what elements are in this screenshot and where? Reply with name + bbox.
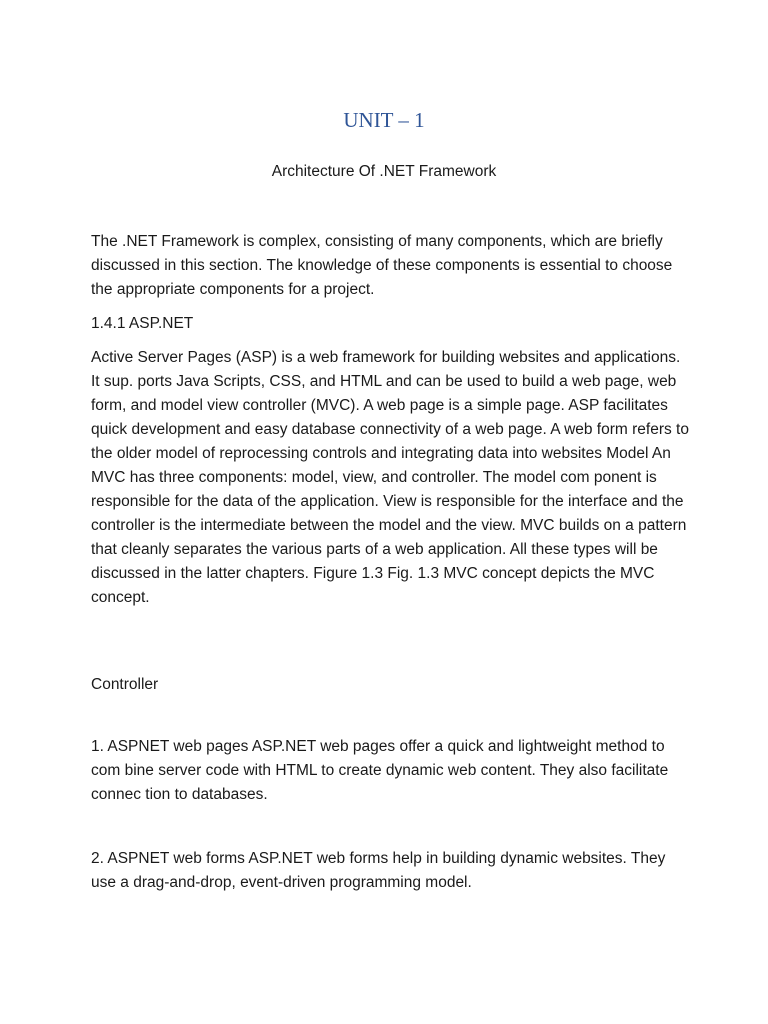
list-item: 2. ASPNET web forms ASP.NET web forms help in building dynamic websites. They use a drag-and-drop, event-driven programming model.: [91, 850, 666, 891]
intro-paragraph: The .NET Framework is complex, consisting of many components, which are briefly discussed in this section. The knowledge of these components is essential to choose the appropriate components for a project.: [91, 233, 673, 298]
document-subtitle: Architecture Of .NET Framework: [271, 163, 497, 180]
unit-title: UNIT – 1: [343, 108, 425, 132]
asp-paragraph: Active Server Pages (ASP) is a web framework for building websites and applications. It sup. ports Java Scripts, CSS, and HTML and can be used to build a web page, web form, and model view controller (MVC). A web page is a simple page. ASP facilitates quick development and easy database connectivity of a web page. A web form refers to the older model of reprocessing controls and integrating data into websites Model An MVC has three components: model, view, and controller. The model com ponent is responsible for the data of the application. View is responsible for the interface and the controller is the intermediate between the model and the view. MVC builds on a pattern that cleanly separates the various parts of a web application. All these types will be discussed in the latter chapters. Figure 1.3 Fig. 1.3 MVC concept depicts the MVC concept.: [91, 349, 689, 606]
controller-label: Controller: [91, 676, 159, 693]
section-heading: 1.4.1 ASP.NET: [91, 315, 194, 332]
list-item: 1. ASPNET web pages ASP.NET web pages offer a quick and lightweight method to com bine server code with HTML to create dynamic web content. They also facilitate connec tion to databases.: [91, 738, 669, 803]
